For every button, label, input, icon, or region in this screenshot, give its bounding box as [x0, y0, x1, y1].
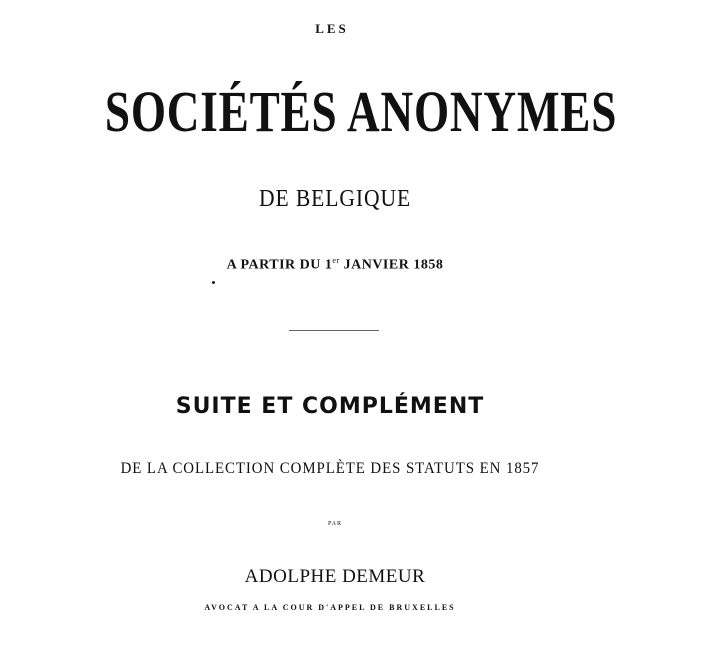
stray-dot	[212, 281, 215, 284]
par-label: PAR	[327, 521, 343, 527]
title-article: LES	[315, 21, 349, 36]
divider-rule	[289, 330, 379, 331]
date-prefix: A PARTIR DU 1	[226, 257, 333, 273]
author-role: AVOCAT A LA COUR D'APPEL DE BRUXELLES	[204, 603, 456, 612]
suite-heading: SUITE ET COMPLÉMENT	[175, 394, 485, 419]
main-title: SOCIÉTÉS ANONYMES	[104, 79, 618, 144]
author-name: ADOLPHE DEMEUR	[244, 566, 426, 587]
date-line	[200, 256, 470, 274]
date-superscript: er	[332, 256, 340, 265]
date-suffix: JANVIER 1858	[339, 257, 444, 273]
collection-line: DE LA COLLECTION COMPLÈTE DES STATUTS EN 1857	[120, 460, 540, 477]
subtitle: DE BELGIQUE	[258, 186, 412, 212]
